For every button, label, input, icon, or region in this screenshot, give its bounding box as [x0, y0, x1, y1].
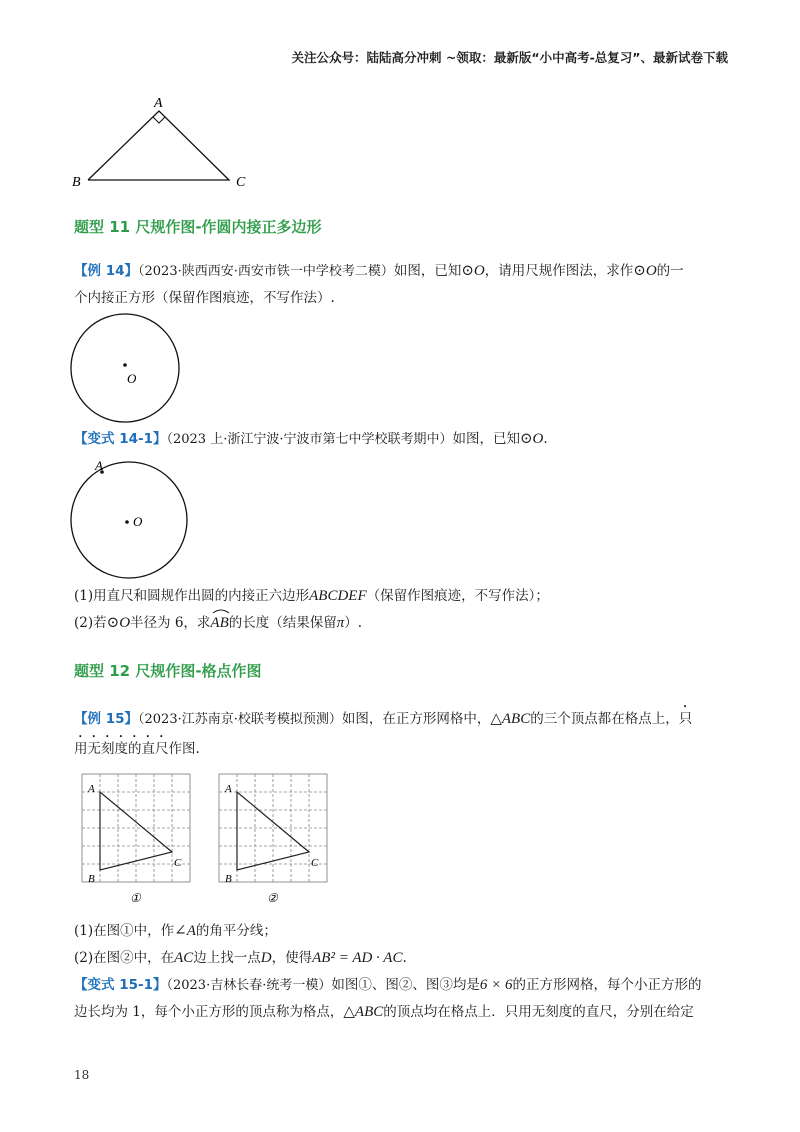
page-header: 关注公众号：陆陆高分冲刺 ~领取：最新版“小中高考-总复习”、最新试卷下载: [291, 50, 728, 65]
grid-label-b: B: [88, 873, 95, 885]
grid-caption-1: ①: [130, 891, 141, 905]
variant-source: （2023·吉林长春·统考一模）: [166, 978, 332, 993]
variant-tag: 【变式 14-1】: [74, 431, 167, 447]
vertex-label-c: C: [236, 175, 246, 190]
variant-14-1-questions: (1)用直尺和圆规作出圆的内接正六边形ABCDEF（保留作图痕迹，不写作法）； (2)若⊙O半径为 6，求AB 的长度（结果保留π）.: [74, 583, 726, 637]
grid-caption-2: ②: [267, 891, 278, 905]
triangle-shape: [88, 111, 229, 180]
example-source: （2023·陕西西安·西安市铁一中学校考二模）: [138, 264, 394, 279]
example-15: 【例 15】（2023·江苏南京·校联考模拟预测）如图，在正方形网格中，△ABC的三个顶点都在格点上，只 用无刻度的直尺作图.: [74, 711, 693, 757]
circle-o: [71, 462, 187, 578]
grid-label-a: A: [225, 783, 232, 795]
grid-label-c: C: [174, 857, 182, 869]
page-number: 18: [74, 1068, 90, 1082]
grid-label-b: B: [225, 873, 232, 885]
section-title-11: 题型 11 尺规作图-作圆内接正多边形: [74, 218, 322, 236]
example-14: 【例 14】（2023·陕西西安·西安市铁一中学校考二模）如图，已知⊙O，请用尺规作图法，求作⊙O的一 个内接正方形（保留作图痕迹，不写作法）.: [74, 263, 684, 306]
circle-o: [71, 314, 179, 422]
grid-figures: [70, 766, 350, 908]
circle-figure-14: [68, 312, 188, 426]
example-tag: 【例 14】: [74, 263, 138, 279]
right-triangle-figure: [66, 92, 266, 196]
arc-mark-icon: [211, 608, 231, 614]
example-source: （2023·江苏南京·校联考模拟预测）: [138, 712, 342, 727]
point-label-a: A: [95, 458, 103, 473]
center-label-o: O: [127, 371, 137, 386]
center-label-o: O: [133, 514, 143, 529]
vertex-label-a: A: [154, 96, 163, 111]
grid-figure-2: [219, 774, 327, 885]
grid-figure-1: [82, 774, 190, 885]
grid-label-a: A: [88, 783, 95, 795]
section-title-12: 题型 12 尺规作图-格点作图: [74, 662, 262, 680]
arc-ab: AB: [210, 610, 228, 637]
example-15-questions: (1)在图①中，作∠A的角平分线； (2)在图②中，在AC边上找一点D，使得AB² = AD · AC.: [74, 923, 407, 966]
variant-tag: 【变式 15-1】: [74, 977, 167, 993]
example-tag: 【例 15】: [74, 711, 138, 727]
right-angle-mark: [153, 117, 165, 123]
variant-14-1: 【变式 14-1】（2023 上·浙江宁波·宁波市第七中学校联考期中）如图，已知⊙O.: [74, 431, 548, 447]
circle-figure-14-1: [68, 456, 192, 580]
variant-source: （2023 上·浙江宁波·宁波市第七中学校联考期中）: [166, 432, 453, 447]
variant-15-1: 【变式 15-1】（2023·吉林长春·统考一模）如图①、图②、图③均是6 × 6的正方形网格，每个小正方形的 边长均为 1，每个小正方形的顶点称为格点，△ABC的顶点均在格点上．只用无刻度的直尺，分别在给定: [74, 977, 702, 1020]
vertex-label-b: B: [72, 175, 81, 190]
center-point: [123, 363, 127, 367]
center-point: [125, 520, 129, 524]
grid-label-c: C: [311, 857, 319, 869]
